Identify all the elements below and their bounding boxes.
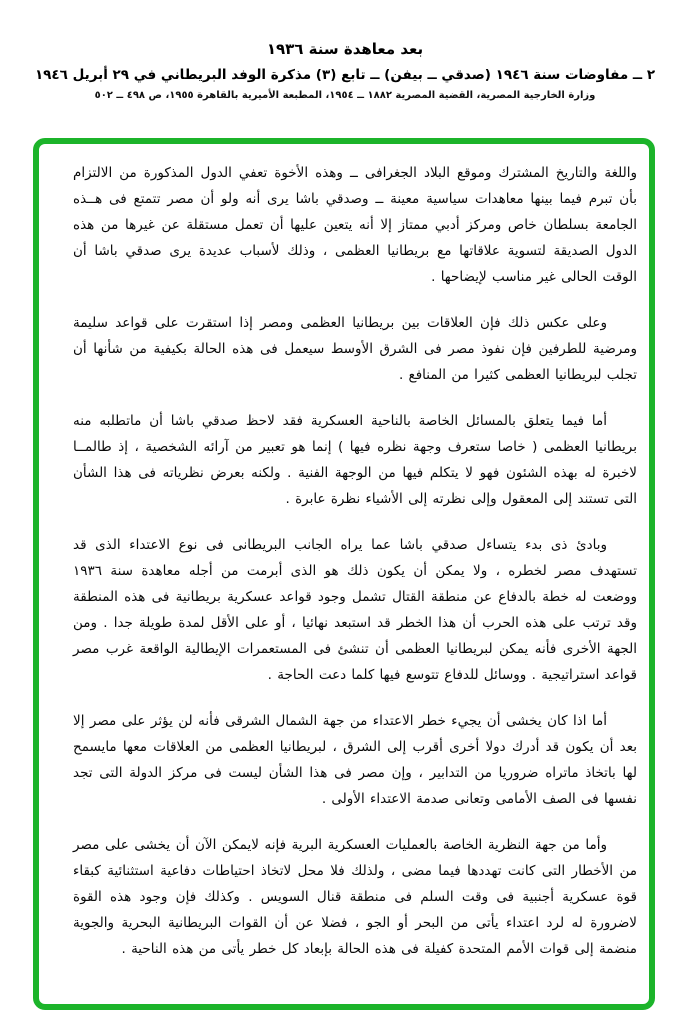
paragraph-5: أما اذا كان يخشى أن يجيء خطر الاعتداء من جهة الشمال الشرقى فأنه لن يؤثر على مصر إلا بعد أن يكون قد أدرك دولا أخرى أقرب إلى الشرق ، لبريطانيا العظمى من العلاقات معها مايسمح لها باتخاذ ماتراه ضروريا من التدابير ، وإن مصر فى هذا الشأن ليست فى مركز الدولة التى تجد نفسها فى الصف الأمامى وتعانى صدمة الاعتداء الأولى . <box>73 713 637 807</box>
paragraph-6: وأما من جهة النظرية الخاصة بالعمليات العسكرية البرية فإنه لايمكن الآن أن يخشى على مصر من الأخطار التى كانت تهددها فيما مضى ، ولذلك فلا محل لاتخاذ احتياطات دفاعية استثنائية كبقاء قوة عسكرية أجنبية فى وقت السلم فى منطقة قنال السويس . وكذلك فإن وجود هذه القوة لاضرورة له لرد اعتداء يأتى من البحر أو الجو ، فضلا عن أن القوات البريطانية البحرية والجوية منضمة إلى قوات الأمم المتحدة كفيلة فى هذه الحالة بإبعاد كل خطر يأتى من هذه الناحية . <box>73 837 637 957</box>
paragraph-2: وعلى عكس ذلك فإن العلاقات بين بريطانيا العظمى ومصر إذا استقرت على قواعد سليمة ومرضية للطرفين فإن نفوذ مصر فى الشرق الأوسط سيعمل فى هذه الحالة بكيفية من شأنها أن تجلب لبريطانيا العظمى كثيرا من المنافع . <box>73 315 637 383</box>
document-heading: ٢ ــ مفاوضات سنة ١٩٤٦ (صدقي ــ بيفن) ــ تابع (٣) مذكرة الوفد البريطاني في ٢٩ أبريل ١٩٤٦ <box>34 67 656 83</box>
highlight-region <box>33 138 655 1010</box>
section-title: بعد معاهدة سنة ١٩٣٦ <box>266 40 424 58</box>
source-citation: وزارة الخارجية المصرية، القضية المصرية ١٨٨٢ ــ ١٩٥٤، المطبعة الأميرية بالقاهرة ١٩٥٥، ص ٤٩٨ ــ ٥٠٢ <box>94 90 596 101</box>
paragraph-1: واللغة والتاريخ المشترك وموقع البلاد الجغرافى ــ وهذه الأخوة تعفي الدول المذكورة من الالتزام بأن تبرم فيما بينها معاهدات سياسية معينة ــ وصدقي باشا يرى أنه ولو أن مصر تتمتع فى هــذه الجامعة بسلطان خاص ومركز أدبي ممتاز إلا أنه يتعين عليها أن تعمل مستقلة عن غيرها من هذه الدول الصديقة لتسوية علاقاتها مع بريطانيا العظمى ، وذلك لأسباب عديدة يرى صدقي باشا أن الوقت الحالى غير مناسب لإيضاحها . <box>73 165 637 285</box>
paragraph-3: أما فيما يتعلق بالمسائل الخاصة بالناحية العسكرية فقد لاحظ صدقي باشا أن ماتطلبه منه بريطانيا العظمى ( خاصا ستعرف وجهة نظره فيها ) إنما هو تعبير من آرائه الشخصية ، إذ طالمــا لاخبرة له بهذه الشئون فهو لا يتكلم فيها من الوجهة الفنية . ولكنه بعرض نظرياته فى هذا الشأن التى تستند إلى المعقول وإلى نظرته إلى الأشياء نظرة عابرة . <box>73 413 637 507</box>
paragraph-4: وبادئ ذى بدء يتساءل صدقي باشا عما يراه الجانب البريطانى فى نوع الاعتداء الذى قد تستهدف مصر لخطره ، ولا يمكن أن يكون ذلك هو الذى أبرمت من أجله معاهدة سنة ١٩٣٦ ووضعت له خطة بالدفاع عن منطقة القتال تشمل وجود قواعد عسكرية بريطانية فى هذه المنطقة وقد ترتب على هذه الحرب أن هذا الخطر قد استبعد نهائيا ، أو على الأقل لمدة طويلة جدا . ومن الجهة الأخرى فأنه يمكن لبريطانيا العظمى أن تنشئ فى المستعمرات الإيطالية الواقعة غرب مصر قواعد استراتيجية . ووسائل للدفاع تتوسع فيها كلما دعت الحاجة . <box>73 537 637 683</box>
document-header <box>0 0 690 101</box>
